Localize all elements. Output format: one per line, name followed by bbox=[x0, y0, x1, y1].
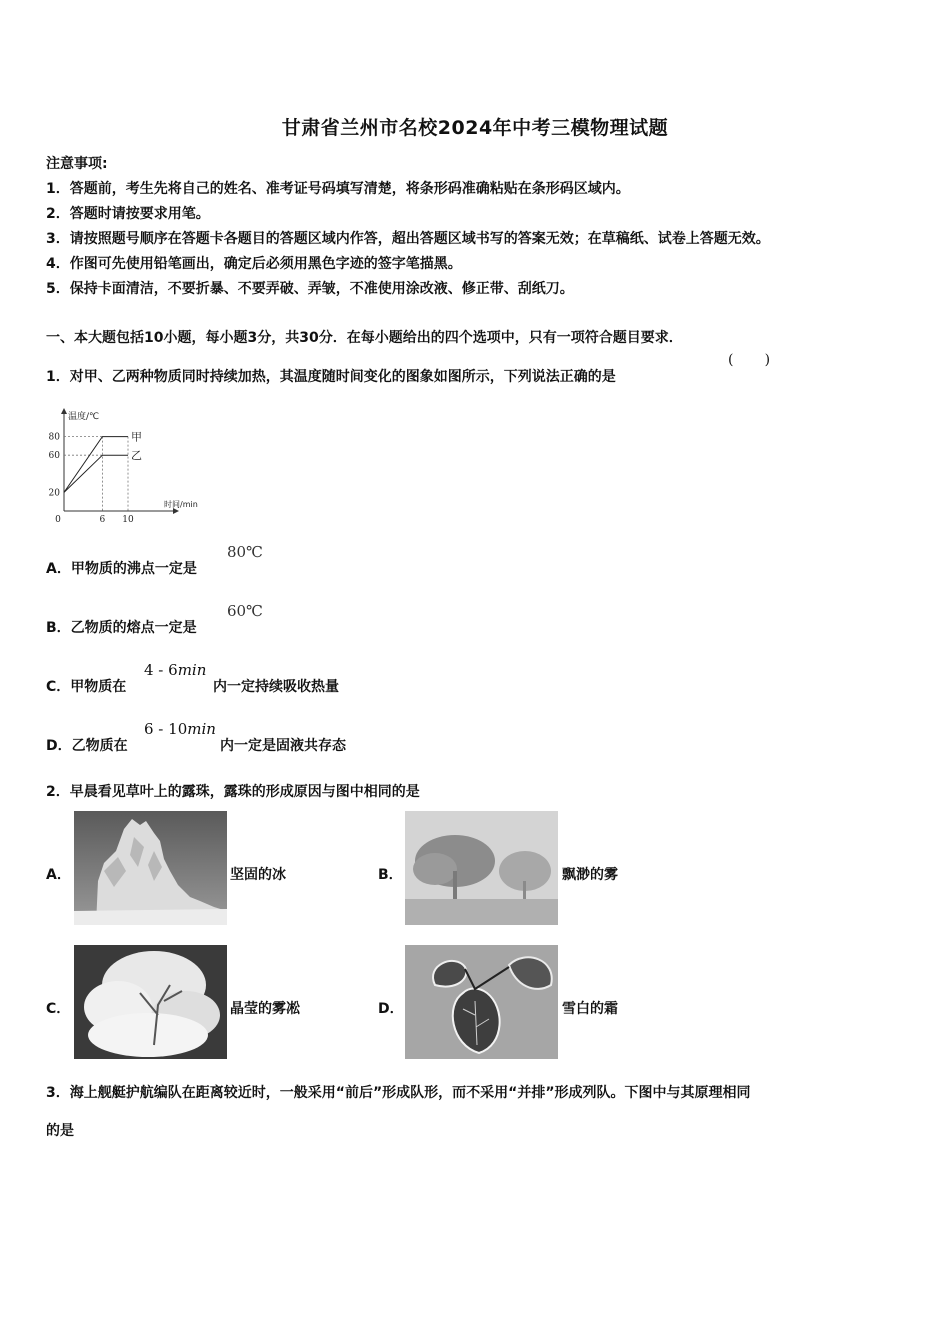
question-1-stem: 1．对甲、乙两种物质同时持续加热，其温度随时间变化的图象如图所示，下列说法正确的是 bbox=[46, 369, 616, 385]
question-2-stem: 2．早晨看见草叶上的露珠，露珠的形成原因与图中相同的是 bbox=[46, 784, 420, 800]
notice-heading: 注意事项: bbox=[46, 156, 108, 172]
option-b-math: 60℃ bbox=[227, 602, 263, 620]
series-line-jia bbox=[64, 437, 128, 493]
answer-parentheses: ( ) bbox=[728, 352, 771, 368]
option-d-math-unit: min bbox=[187, 720, 216, 738]
temperature-time-chart bbox=[38, 405, 218, 525]
y-tick-label: 80 bbox=[48, 432, 60, 443]
x-tick-label: 6 bbox=[99, 515, 106, 525]
chart-svg bbox=[38, 405, 218, 525]
foggy-trees-image bbox=[405, 811, 558, 925]
page-title: 甘肃省兰州市名校2024年中考三模物理试题 bbox=[281, 117, 669, 139]
option-c-label: C．甲物质在 bbox=[46, 679, 127, 695]
choice-b-caption: 飘渺的雾 bbox=[562, 867, 618, 883]
y-tick-label: 20 bbox=[48, 488, 60, 499]
option-a-label: A．甲物质的沸点一定是 bbox=[46, 561, 197, 577]
ice-mountain-image bbox=[74, 811, 227, 925]
option-c-math bbox=[144, 661, 206, 679]
series-label: 甲 bbox=[131, 430, 142, 444]
series-line-yi bbox=[64, 455, 128, 492]
question-3-line2: 的是 bbox=[46, 1123, 74, 1139]
option-c-after: 内一定持续吸收热量 bbox=[213, 679, 339, 695]
notice-item: 2．答题时请按要求用笔。 bbox=[46, 206, 210, 222]
x-axis-title: 时间/min bbox=[164, 500, 198, 509]
option-d-after: 内一定是固液共存态 bbox=[220, 738, 346, 754]
notice-item: 5．保持卡面清洁，不要折暴、不要弄破、弄皱，不准使用涂改液、修正带、刮纸刀。 bbox=[46, 281, 574, 297]
option-d-math bbox=[144, 720, 216, 738]
y-axis-title: 温度/℃ bbox=[68, 412, 100, 422]
choice-d-caption: 雪白的霜 bbox=[562, 1001, 618, 1017]
option-c-math-unit: min bbox=[177, 661, 207, 679]
choice-a-caption: 坚固的冰 bbox=[230, 867, 286, 883]
x-tick-label: 10 bbox=[122, 515, 134, 525]
choice-a-letter: A． bbox=[46, 867, 71, 883]
choice-c-letter: C． bbox=[46, 1001, 71, 1017]
rime-tree-image bbox=[74, 945, 227, 1059]
question-3-line1: 3．海上舰艇护航编队在距离较近时，一般采用“前后”形成队形，而不采用“并排”形成列队。下图中与其原理相同 bbox=[46, 1085, 751, 1101]
notice-item: 4．作图可先使用铅笔画出，确定后必须用黑色字迹的签字笔描黑。 bbox=[46, 256, 462, 272]
option-d-label: D．乙物质在 bbox=[46, 738, 128, 754]
section-heading: 一、本大题包括10小题，每小题3分，共30分．在每小题给出的四个选项中，只有一项符合题目要求． bbox=[46, 330, 683, 346]
x-tick-label: 0 bbox=[55, 515, 61, 525]
option-d-math-num: 6 - 10 bbox=[144, 720, 188, 738]
choice-c-caption: 晶莹的雾凇 bbox=[230, 1001, 300, 1017]
notice-item: 3．请按照题号顺序在答题卡各题目的答题区域内作答，超出答题区域书写的答案无效；在草稿纸、试卷上答题无效。 bbox=[46, 231, 770, 247]
series-label: 乙 bbox=[131, 449, 142, 463]
choice-b-letter: B． bbox=[378, 867, 403, 883]
frosted-leaves-image bbox=[405, 945, 558, 1059]
option-c-math-num: 4 - 6 bbox=[144, 661, 178, 679]
notice-item: 1．答题前，考生先将自己的姓名、准考证号码填写清楚，将条形码准确粘贴在条形码区域内。 bbox=[46, 181, 630, 197]
option-a-math: 80℃ bbox=[227, 543, 263, 561]
y-tick-label: 60 bbox=[48, 451, 60, 462]
option-b-label: B．乙物质的熔点一定是 bbox=[46, 620, 197, 636]
choice-d-letter: D． bbox=[378, 1001, 404, 1017]
